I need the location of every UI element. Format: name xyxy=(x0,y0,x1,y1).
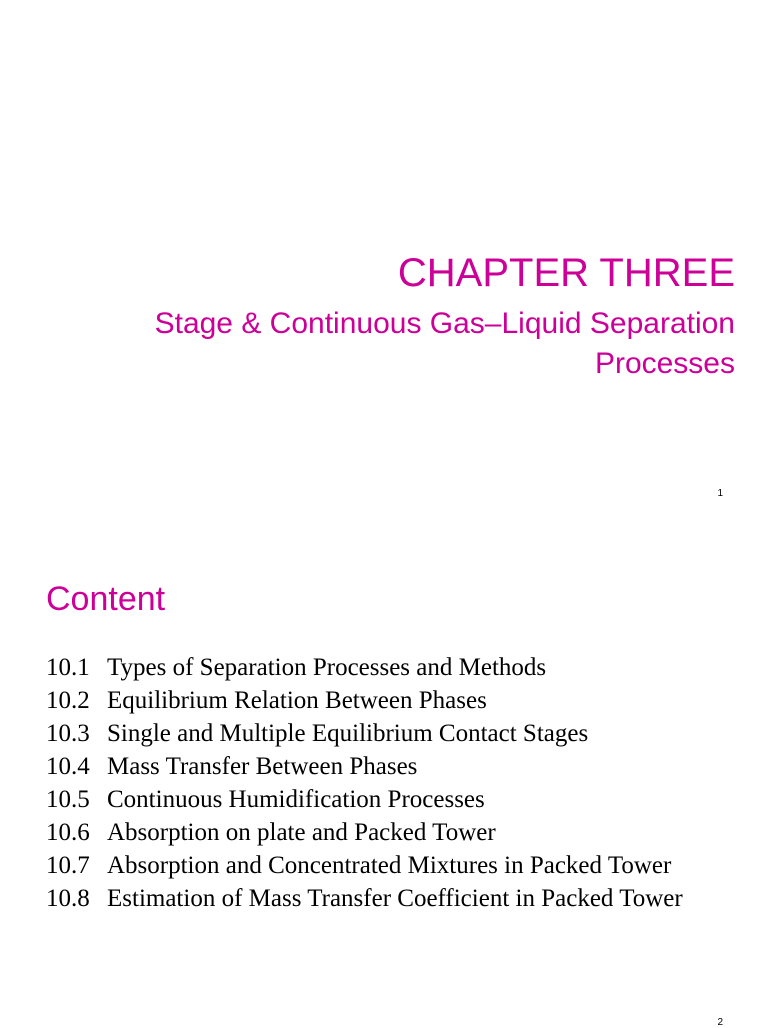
toc-item-number: 10.7 xyxy=(46,852,90,879)
content-heading: Content xyxy=(46,580,166,618)
toc-item xyxy=(46,882,683,915)
toc-item-number: 10.4 xyxy=(46,753,90,780)
toc-item-number: 10.1 xyxy=(46,654,90,681)
toc-item xyxy=(46,651,683,684)
toc-item xyxy=(46,783,683,816)
toc-item-text: Estimation of Mass Transfer Coefficient in Packed Tower xyxy=(107,885,683,912)
page-number: 1 xyxy=(717,488,723,499)
toc-item-text: Types of Separation Processes and Methods xyxy=(107,654,547,681)
table-of-contents xyxy=(46,651,683,915)
chapter-subtitle: Stage & Continuous Gas–Liquid Separation Processes xyxy=(154,307,735,380)
toc-item-number: 10.2 xyxy=(46,687,90,714)
chapter-title: CHAPTER THREE xyxy=(397,251,735,295)
toc-item xyxy=(46,849,683,882)
toc-item-text: Single and Multiple Equilibrium Contact Stages xyxy=(107,720,589,747)
toc-item-text: Absorption on plate and Packed Tower xyxy=(107,819,496,846)
toc-item xyxy=(46,816,683,849)
toc-item-number: 10.3 xyxy=(46,720,90,747)
toc-item-text: Absorption and Concentrated Mixtures in Packed Tower xyxy=(107,852,672,879)
toc-item xyxy=(46,684,683,717)
toc-item-number: 10.8 xyxy=(46,885,90,912)
toc-item-number: 10.6 xyxy=(46,819,90,846)
toc-item-number: 10.5 xyxy=(46,786,90,813)
toc-item-text: Equilibrium Relation Between Phases xyxy=(107,687,487,714)
toc-item-text: Continuous Humidification Processes xyxy=(107,786,485,813)
content-slide xyxy=(0,537,768,1028)
toc-item xyxy=(46,717,683,750)
toc-item-text: Mass Transfer Between Phases xyxy=(107,753,418,780)
page-number: 2 xyxy=(717,1017,723,1028)
toc-item xyxy=(46,750,683,783)
